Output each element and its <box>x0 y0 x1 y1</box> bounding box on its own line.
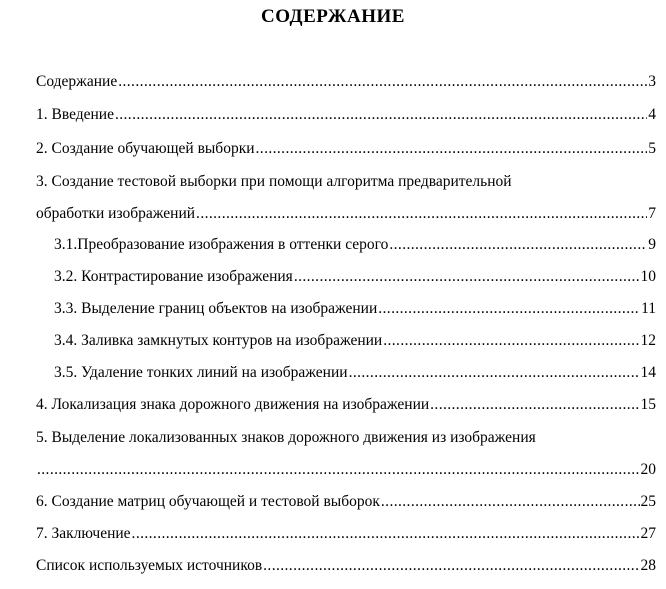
toc-entry-introduction[interactable] <box>36 106 656 124</box>
toc-page-number: 14 <box>640 364 656 381</box>
toc-leader-dots <box>118 73 647 91</box>
toc-entry-test-set[interactable] <box>36 205 656 223</box>
toc-page-number: 7 <box>648 205 656 222</box>
toc-entry-label: 3.5. Удаление тонких линий на изображении <box>54 364 348 381</box>
toc-page-number: 27 <box>640 525 656 542</box>
toc-page-number: 15 <box>640 396 656 413</box>
toc-entry-label: 7. Заключение <box>36 525 131 542</box>
toc-entry-edges[interactable] <box>54 300 656 318</box>
toc-leader-dots <box>378 300 640 318</box>
toc-entry-contrast[interactable] <box>54 268 656 286</box>
toc-entry-references[interactable] <box>36 557 656 575</box>
toc-leader-dots <box>389 236 647 254</box>
toc-page-number: 25 <box>640 493 656 510</box>
toc-leader-dots <box>196 205 647 223</box>
toc-page-number: 12 <box>640 332 656 349</box>
toc-page-number: 3 <box>648 73 656 90</box>
toc-entry-label: 2. Создание обучающей выборки <box>36 140 255 157</box>
toc-entry-label: 1. Введение <box>36 106 114 123</box>
toc-entry-label: 3.3. Выделение границ объектов на изображении <box>54 300 378 317</box>
toc-entry-label-line1[interactable]: 3. Создание тестовой выборки при помощи алгоритма предварительной <box>36 173 512 190</box>
toc-page-number: 11 <box>641 300 656 317</box>
toc-entry-localization[interactable] <box>36 396 656 414</box>
toc-entry-label: Содержание <box>36 73 118 90</box>
toc-entry-matrices[interactable] <box>36 493 656 511</box>
toc-leader-dots <box>256 140 648 158</box>
toc-entry-grayscale[interactable] <box>54 236 656 254</box>
toc-page-number: 10 <box>640 268 656 285</box>
toc-entry-label: 3.2. Контрастирование изображения <box>54 268 293 285</box>
toc-leader-dots <box>132 525 640 543</box>
toc-entry-extraction[interactable] <box>36 461 656 479</box>
toc-page-number: 4 <box>648 106 656 123</box>
toc-leader-dots <box>383 332 639 350</box>
toc-entry-label: обработки изображений <box>36 205 196 222</box>
toc-page-number: 28 <box>640 557 656 574</box>
toc-page-number: 9 <box>648 236 656 253</box>
toc-entry-label: 3.4. Заливка замкнутых контуров на изображении <box>54 332 383 349</box>
toc-leader-dots <box>115 106 647 124</box>
toc-leader-dots <box>37 461 640 479</box>
toc-leader-dots <box>430 396 639 414</box>
toc-entry-contents[interactable] <box>36 73 656 91</box>
toc-leader-dots <box>263 557 639 575</box>
toc-entry-thin-lines[interactable] <box>54 364 656 382</box>
toc-entry-label: 6. Создание матриц обучающей и тестовой выборок <box>36 493 380 510</box>
toc-entry-label-line1[interactable]: 5. Выделение локализованных знаков дорожного движения из изображения <box>36 429 536 446</box>
toc-entry-conclusion[interactable] <box>36 525 656 543</box>
toc-entry-fill-contours[interactable] <box>54 332 656 350</box>
toc-leader-dots <box>294 268 640 286</box>
toc-entry-label: Список используемых источников <box>36 557 263 574</box>
toc-page-number: 20 <box>640 461 656 478</box>
toc-entry-training-set[interactable] <box>36 140 656 158</box>
page-title: СОДЕРЖАНИЕ <box>261 6 405 27</box>
toc-page-number: 5 <box>648 140 656 157</box>
toc-leader-dots <box>381 493 640 511</box>
toc-leader-dots <box>349 364 640 382</box>
toc-entry-label: 4. Локализация знака дорожного движения на изображении <box>36 396 430 413</box>
toc-entry-label: 3.1.Преобразование изображения в оттенки серого <box>54 236 389 253</box>
